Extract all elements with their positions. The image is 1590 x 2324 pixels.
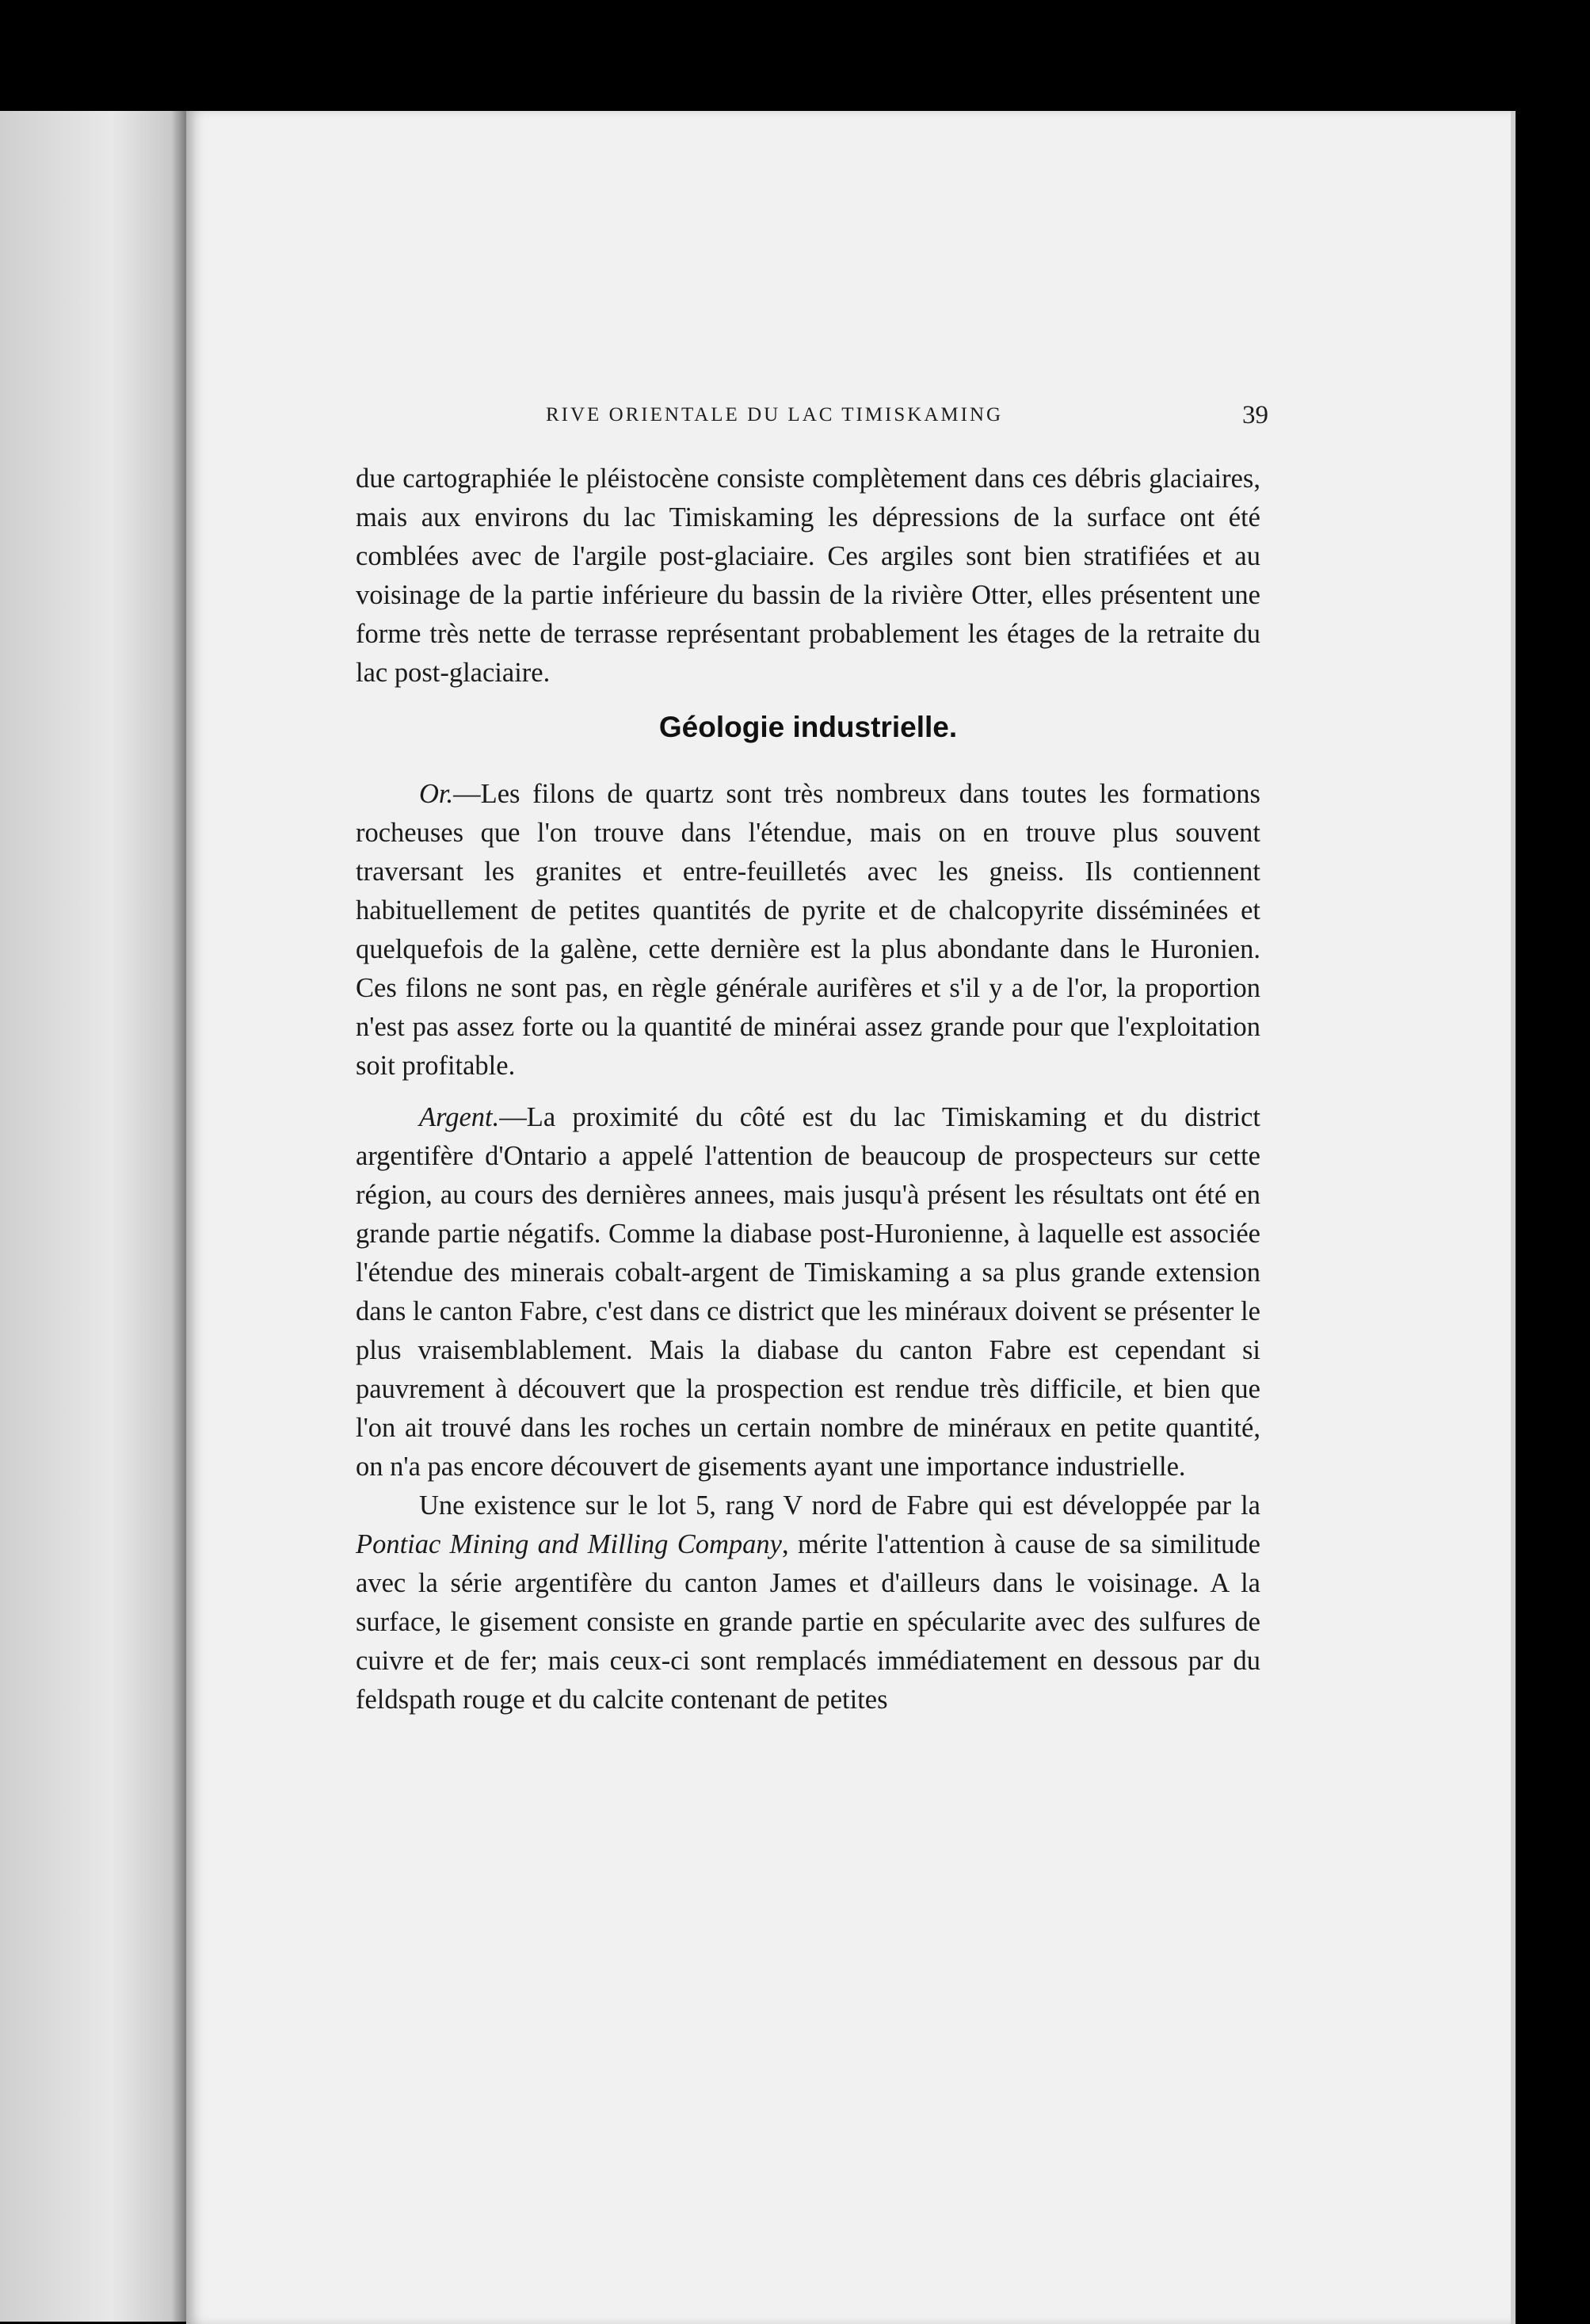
paragraph-pleistocene: due cartographiée le pléistocène consiste complètement dans ces débris glaciaires, mais aux environs du lac Timiskaming les dépressions de la surface ont été comblées avec de l'argile post-glaciaire. Ces argiles sont bien stratifiées et au voisinage de la partie inférieure du bassin de la rivière Otter, elles présentent une forme très nette de terrasse représentant probablement les étages de la retraite du lac post-glaciaire. [356, 464, 1260, 688]
paragraph-fabre-text-b: , mérite l'attention à cause de sa similitude avec la série argentifère du canton James et d'ailleurs dans le voisinage. A la surface, le gisement consiste en grande partie en spécularite avec des sulfures de cuivre et de fer; mais ceux-ci sont remplacés immédiatement en dessous par du feldspath rouge et du calcite contenant de petites [356, 1529, 1260, 1715]
page-number: 39 [1242, 401, 1268, 429]
page-header [546, 401, 1268, 436]
left-page-edge [0, 111, 186, 2322]
body-text [356, 460, 1260, 1719]
paragraph-argent [356, 1098, 1260, 1486]
running-head: RIVE ORIENTALE DU LAC TIMISKAMING [546, 404, 1004, 425]
paragraph-gap [356, 1086, 1260, 1098]
paragraph-fabre-lot [356, 1486, 1260, 1719]
paragraph-or [356, 775, 1260, 1086]
paragraph-fabre-text-a: Une existence sur le lot 5, rang V nord de Fabre qui est développée par la [419, 1490, 1260, 1521]
paragraph-argent-text: —La proximité du côté est du lac Timiskaming et du district argentifère d'Ontario a appelé l'attention de beaucoup de prospecteurs sur cette région, au cours des dernières annees, mais jusqu'à présent les résultats ont été en grande partie négatifs. Comme la diabase post-Huronienne, à laquelle est associée l'étendue des minerais cobalt-argent de Timiskaming a sa plus grande extension dans le canton Fabre, c'est dans ce district que les minéraux doivent se présenter le plus vraisemblablement. Mais la diabase du canton Fabre est cependant si pauvrement à découvert que la prospection est rendue très difficile, et bien que l'on ait trouvé dans les roches un certain nombre de minéraux en petite quantité, on n'a pas encore découvert de gisements ayant une importance industrielle. [356, 1102, 1260, 1482]
company-name: Pontiac Mining and Milling Company [356, 1529, 782, 1559]
section-heading: Géologie industrielle. [658, 711, 958, 743]
lead-in-argent: Argent. [419, 1102, 500, 1132]
paragraph-or-text: —Les filons de quartz sont très nombreux dans toutes les formations rocheuses que l'on trouve dans l'étendue, mais on en trouve plus souvent traversant les granites et entre-feuilletés avec les gneiss. Ils contiennent habituellement de petites quantités de pyrite et de chalcopyrite disséminées et quelquefois de la galène, cette dernière est la plus abondante dans le Huronien. Ces filons ne sont pas, en règle générale aurifères et s'il y a de l'or, la proportion n'est pas assez forte ou la quantité de minérai assez grande pour que l'exploitation soit profitable. [356, 779, 1260, 1081]
lead-in-or: Or. [419, 779, 454, 809]
